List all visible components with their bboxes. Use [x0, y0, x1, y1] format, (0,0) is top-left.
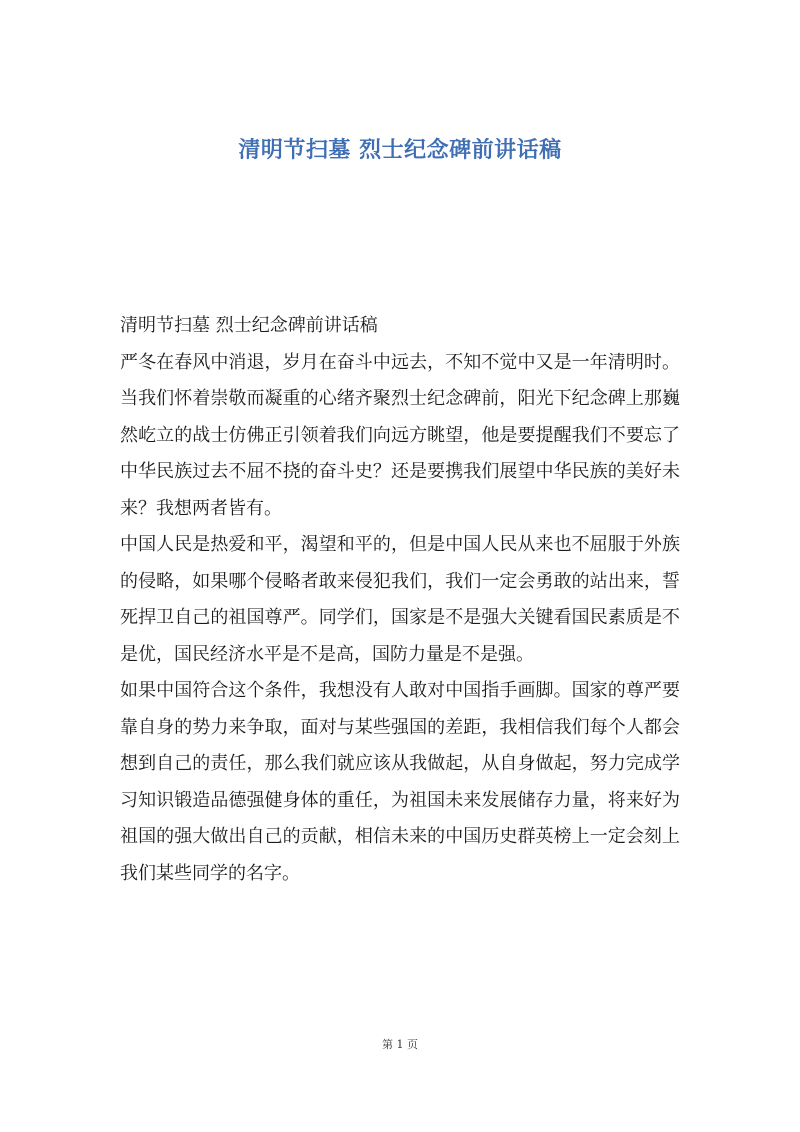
paragraph: 中国人民是热爱和平，渴望和平的，但是中国人民从来也不屈服于外族的侵略，如果哪个侵略者敢来侵犯我们，我们一定会勇敢的站出来，誓死捍卫自己的祖国尊严。同学们，国家是不是强大关键看国民素质是不是优，国民经济水平是不是高，国防力量是不是强。 — [120, 534, 680, 665]
page-title: 清明节扫墓 烈士纪念碑前讲话稿 — [238, 137, 562, 163]
document-body — [120, 308, 680, 892]
paragraph: 严冬在春风中消退，岁月在奋斗中远去，不知不觉中又是一年清明时。当我们怀着崇敬而凝重的心绪齐聚烈士纪念碑前，阳光下纪念碑上那巍然屹立的战士仿佛正引领着我们向远方眺望，他是要提醒我们不要忘了中华民族过去不屈不挠的奋斗史？还是要携我们展望中华民族的美好未来？我想两者皆有。 — [120, 351, 680, 519]
paragraph-heading: 清明节扫墓 烈士纪念碑前讲话稿 — [120, 315, 378, 336]
paragraph: 如果中国符合这个条件，我想没有人敢对中国指手画脚。国家的尊严要靠自身的势力来争取，面对与某些强国的差距，我相信我们每个人都会想到自己的责任，那么我们就应该从我做起，从自身做起，努力完成学习知识锻造品德强健身体的重任，为祖国未来发展储存力量，将来好为祖国的强大做出自己的贡献，相信未来的中国历史群英榜上一定会刻上我们某些同学的名字。 — [120, 680, 680, 884]
page-number: 第 1 页 — [382, 1038, 418, 1051]
